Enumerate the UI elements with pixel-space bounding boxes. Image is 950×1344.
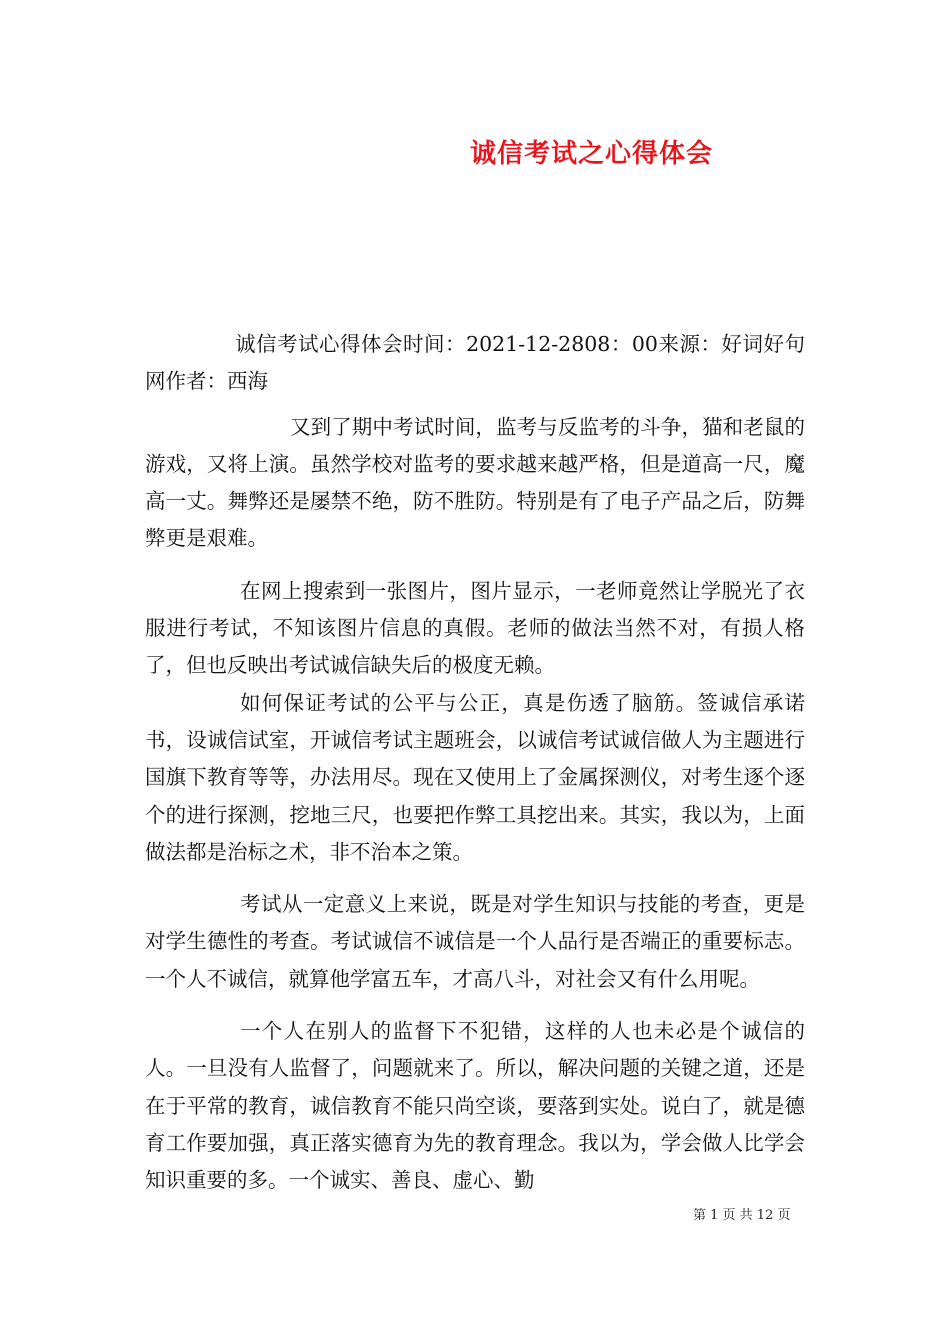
page-number: 第 1 页 共 12 页 [693, 1208, 791, 1223]
paragraph-1: 又到了期中考试时间，监考与反监考的斗争，猫和老鼠的游戏，又将上演。虽然学校对监考的要求越来越严格，但是道高一尺，魔高一丈。舞弊还是屡禁不绝，防不胜防。特别是有了电子产品之后，防舞弊更是艰难。 [145, 414, 805, 551]
document-body [145, 326, 805, 1200]
document-title: 诚信考试之心得体会 [470, 139, 714, 169]
paragraph-5: 一个人在别人的监督下不犯错，这样的人也未必是个诚信的人。一旦没有人监督了，问题就来了。所以，解决问题的关键之道，还是在于平常的教育，诚信教育不能只尚空谈，要落到实处。说白了，就是德育工作要加强，真正落实德育为先的教育理念。我以为，学会做人比学会知识重要的多。一个诚实、善良、虚心、勤 [145, 1019, 805, 1193]
paragraph-2: 在网上搜索到一张图片，图片显示，一老师竟然让学脱光了衣服进行考试，不知该图片信息的真假。老师的做法当然不对，有损人格了，但也反映出考试诚信缺失后的极度无赖。 [145, 578, 805, 678]
paragraph-4: 考试从一定意义上来说，既是对学生知识与技能的考查，更是对学生德性的考查。考试诚信不诚信是一个人品行是否端正的重要标志。一个人不诚信，就算他学富五车，才高八斗，对社会又有什么用呢。 [145, 892, 805, 991]
article-meta: 诚信考试心得体会时间：2021-12-2808：00来源：好词好句网作者：西海 [145, 332, 805, 394]
paragraph-3: 如何保证考试的公平与公正，真是伤透了脑筋。签诚信承诺书，设诚信试室，开诚信考试主题班会，以诚信考试诚信做人为主题进行国旗下教育等等，办法用尽。现在又使用上了金属探测仪，对考生逐个逐个的进行探测，挖地三尺，也要把作弊工具挖出来。其实，我以为，上面做法都是治标之术，非不治本之策。 [145, 690, 805, 864]
